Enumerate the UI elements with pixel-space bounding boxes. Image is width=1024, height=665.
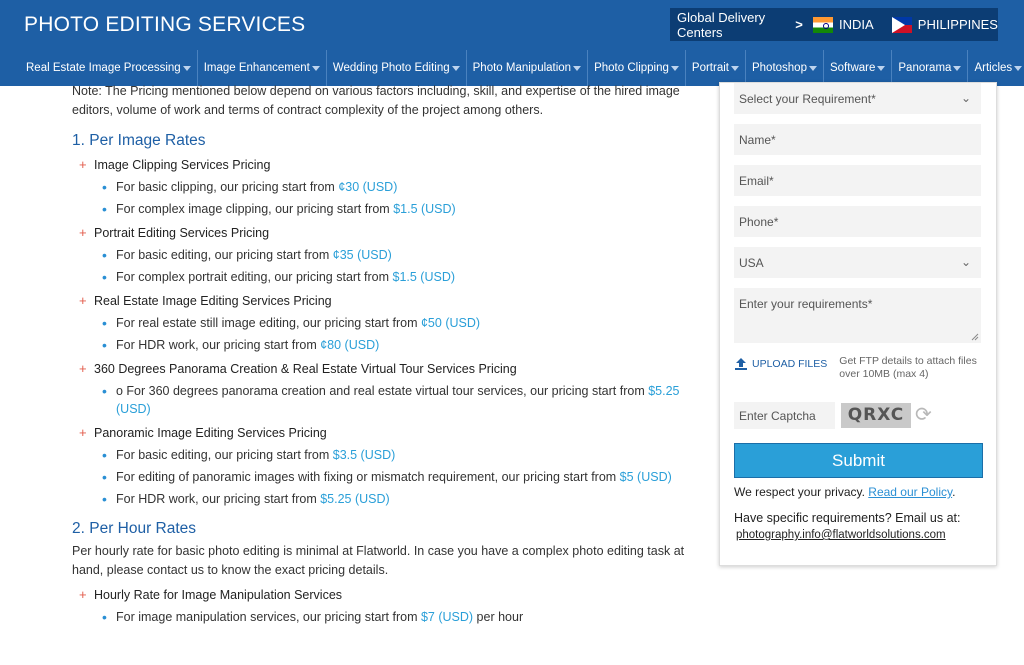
pricing-group (72, 424, 692, 508)
price-value: $3.5 (USD) (332, 448, 396, 462)
bullet-icon: • (102, 247, 107, 263)
pricing-group (72, 224, 692, 286)
bullet-icon: • (102, 609, 107, 625)
caret-down-icon (877, 66, 885, 71)
bullet-icon: • (102, 201, 107, 217)
nav-item-articles[interactable] (968, 50, 1024, 86)
pricing-group-title (72, 586, 692, 604)
item-text: For HDR work, our pricing start from (116, 338, 321, 352)
top-header (0, 0, 1024, 50)
item-text: For basic editing, our pricing start from (116, 448, 333, 462)
nav-label: Panorama (898, 62, 952, 74)
item-text: For HDR work, our pricing start from (116, 492, 321, 506)
caret-down-icon (953, 66, 961, 71)
country-select-value: USA (739, 256, 764, 270)
item-text: For basic editing, our pricing start from (116, 248, 333, 262)
upload-note-line: Get FTP details to attach files (839, 355, 977, 367)
item-text: For complex image clipping, our pricing start from (116, 202, 394, 216)
pricing-group-title-text: Real Estate Image Editing Services Pricing (94, 294, 332, 308)
bullet-icon: • (102, 491, 107, 507)
pricing-list (72, 382, 692, 418)
delivery-label[interactable]: Global Delivery Centers (677, 9, 766, 40)
pricing-list (72, 608, 692, 626)
quote-form-panel (719, 82, 997, 566)
nav-label: Wedding Photo Editing (332, 62, 450, 74)
pricing-group-title-text: Portrait Editing Services Pricing (94, 226, 270, 240)
bullet-icon: • (102, 383, 107, 399)
pricing-group-title (72, 224, 692, 242)
nav-label: Image Enhancement (203, 62, 310, 74)
nav-item-real-estate[interactable] (20, 50, 198, 86)
nav-item-image-enhancement[interactable] (198, 50, 327, 86)
pricing-group (72, 292, 692, 354)
pricing-group-title-text: 360 Degrees Panorama Creation & Real Estate Virtual Tour Services Pricing (94, 362, 517, 376)
pricing-group-title-text: Hourly Rate for Image Manipulation Services (94, 588, 343, 602)
privacy-end: . (952, 485, 956, 499)
pricing-group (72, 360, 692, 418)
pricing-group (72, 586, 692, 626)
requirement-select-value: Select your Requirement* (739, 92, 876, 106)
nav-item-wedding[interactable] (327, 50, 467, 86)
bullet-icon: • (102, 179, 107, 195)
price-value: ¢50 (USD) (420, 316, 481, 330)
item-text: For editing of panoramic images with fixing or mismatch requirement, our pricing start from (116, 470, 620, 484)
list-item (102, 268, 692, 286)
country-select[interactable] (734, 247, 981, 278)
nav-item-portrait[interactable] (686, 50, 746, 86)
bullet-icon: • (102, 337, 107, 353)
nav-item-photoshop[interactable] (746, 50, 824, 86)
nav-item-manipulation[interactable] (467, 50, 588, 86)
price-value: $7 (USD) (420, 610, 474, 624)
bullet-icon: • (102, 269, 107, 285)
bullet-icon: • (102, 315, 107, 331)
plus-icon: + (79, 157, 87, 172)
price-value: ¢35 (USD) (332, 248, 392, 262)
site-brand[interactable]: PHOTO EDITING SERVICES (24, 13, 306, 36)
upload-files-button[interactable] (734, 357, 827, 371)
main-nav (0, 50, 1024, 86)
list-item (102, 490, 692, 508)
captcha-input[interactable]: Enter Captcha (734, 402, 835, 429)
price-value: ¢30 (USD) (338, 180, 398, 194)
list-item (102, 178, 692, 196)
requirements-placeholder: Enter your requirements* (739, 297, 873, 311)
phone-field[interactable]: Phone* (734, 206, 981, 237)
india-flag-icon (813, 17, 833, 33)
price-value: $5.25 (USD) (320, 492, 390, 506)
upload-icon (734, 357, 748, 371)
pricing-list (72, 178, 692, 218)
specific-requirements-text: Have specific requirements? Email us at: (734, 511, 961, 525)
section-title-per-image: 1. Per Image Rates (72, 132, 206, 149)
caret-down-icon (671, 66, 679, 71)
caret-down-icon (731, 66, 739, 71)
caret-down-icon (452, 66, 460, 71)
nav-label: Real Estate Image Processing (26, 62, 181, 74)
country-philippines[interactable]: PHILIPPINES (917, 17, 998, 32)
price-value: $1.5 (USD) (393, 202, 456, 216)
upload-files-label: UPLOAD FILES (752, 358, 828, 370)
item-text: For image manipulation services, our pricing start from (116, 610, 421, 624)
list-item (102, 336, 692, 354)
pricing-group-title (72, 292, 692, 310)
requirement-select[interactable] (734, 83, 981, 114)
email-field[interactable]: Email* (734, 165, 981, 196)
refresh-icon[interactable]: ⟳ (915, 404, 932, 426)
chevron-down-icon: ⌄ (960, 91, 971, 105)
nav-label: Portrait (691, 62, 729, 74)
price-value: $5.25 (USD) (116, 384, 680, 416)
privacy-policy-link[interactable]: Read our Policy (868, 485, 953, 499)
name-field[interactable]: Name* (734, 124, 981, 155)
price-value: ¢80 (USD) (320, 338, 380, 352)
upload-section (734, 355, 977, 381)
submit-button[interactable]: Submit (734, 443, 983, 478)
caret-down-icon (809, 66, 817, 71)
plus-icon: + (79, 361, 87, 376)
caret-down-icon (183, 66, 191, 71)
list-item (102, 446, 692, 464)
item-text: o For 360 degrees panorama creation and real estate virtual tour services, our pricing start from (116, 384, 649, 398)
list-item (102, 382, 692, 418)
plus-icon: + (79, 293, 87, 308)
item-text: For basic clipping, our pricing start from (116, 180, 339, 194)
price-value: $5 (USD) (619, 470, 672, 484)
philippines-flag-icon (892, 17, 912, 33)
bullet-icon: • (102, 469, 107, 485)
nav-label: Photo Clipping (594, 62, 669, 74)
list-item (102, 468, 692, 486)
item-suffix: per hour (473, 610, 524, 624)
global-delivery-centers[interactable] (670, 8, 998, 41)
upload-note-line: over 10MB (max 4) (839, 368, 929, 380)
pricing-group-title (72, 424, 692, 442)
nav-item-clipping[interactable] (588, 50, 686, 86)
pricing-list (72, 314, 692, 354)
nav-label: Photo Manipulation (472, 62, 572, 74)
country-india[interactable]: INDIA (838, 17, 874, 32)
nav-label: Software (829, 62, 876, 74)
per-hour-groups (72, 586, 692, 626)
caret-down-icon (1014, 66, 1022, 71)
per-hour-paragraph: Per hourly rate for basic photo editing is minimal at Flatworld. In case you have a complex photo editing task at hand, please contact us to know the exact pricing details. (72, 544, 685, 577)
pricing-note: Note: The Pricing mentioned below depend on various factors including, skill, and expertise of the hired image editors, volume of work and terms of contract complexity of the project among others. (72, 84, 680, 117)
captcha-image: QRXC (841, 403, 911, 428)
caret-down-icon (573, 66, 581, 71)
list-item (102, 314, 692, 332)
nav-item-panorama[interactable] (892, 50, 968, 86)
nav-label: Articles (974, 62, 1013, 74)
price-value: $1.5 (USD) (392, 270, 456, 284)
resize-handle-icon[interactable] (971, 333, 979, 341)
list-item (102, 246, 692, 264)
pricing-group-title-text: Image Clipping Services Pricing (94, 158, 271, 172)
list-item (102, 200, 692, 218)
item-text: For real estate still image editing, our pricing start from (116, 316, 421, 330)
privacy-statement: We respect your privacy. (734, 485, 865, 499)
item-text: For complex portrait editing, our pricing start from (116, 270, 393, 284)
pricing-group-title (72, 156, 692, 174)
pricing-group (72, 156, 692, 218)
pricing-content (72, 82, 692, 626)
plus-icon: + (79, 587, 87, 602)
pricing-list (72, 246, 692, 286)
nav-item-software[interactable] (824, 50, 892, 86)
pricing-list (72, 446, 692, 508)
plus-icon: + (79, 225, 87, 240)
section-title-per-hour: 2. Per Hour Rates (72, 520, 197, 537)
pricing-group-title-text: Panoramic Image Editing Services Pricing (94, 426, 327, 440)
requirements-textarea[interactable] (734, 288, 981, 343)
upload-note (839, 355, 977, 381)
privacy-text (734, 485, 955, 499)
chevron-down-icon: ⌄ (960, 255, 971, 269)
contact-email-link[interactable]: photography.info@flatworldsolutions.com (736, 529, 946, 541)
per-image-groups (72, 156, 692, 508)
nav-label: Photoshop (751, 62, 807, 74)
plus-icon: + (79, 425, 87, 440)
caret-down-icon (312, 66, 320, 71)
pricing-group-title (72, 360, 692, 378)
bullet-icon: • (102, 447, 107, 463)
chevron-right-icon: > (795, 17, 803, 32)
list-item (102, 608, 692, 626)
